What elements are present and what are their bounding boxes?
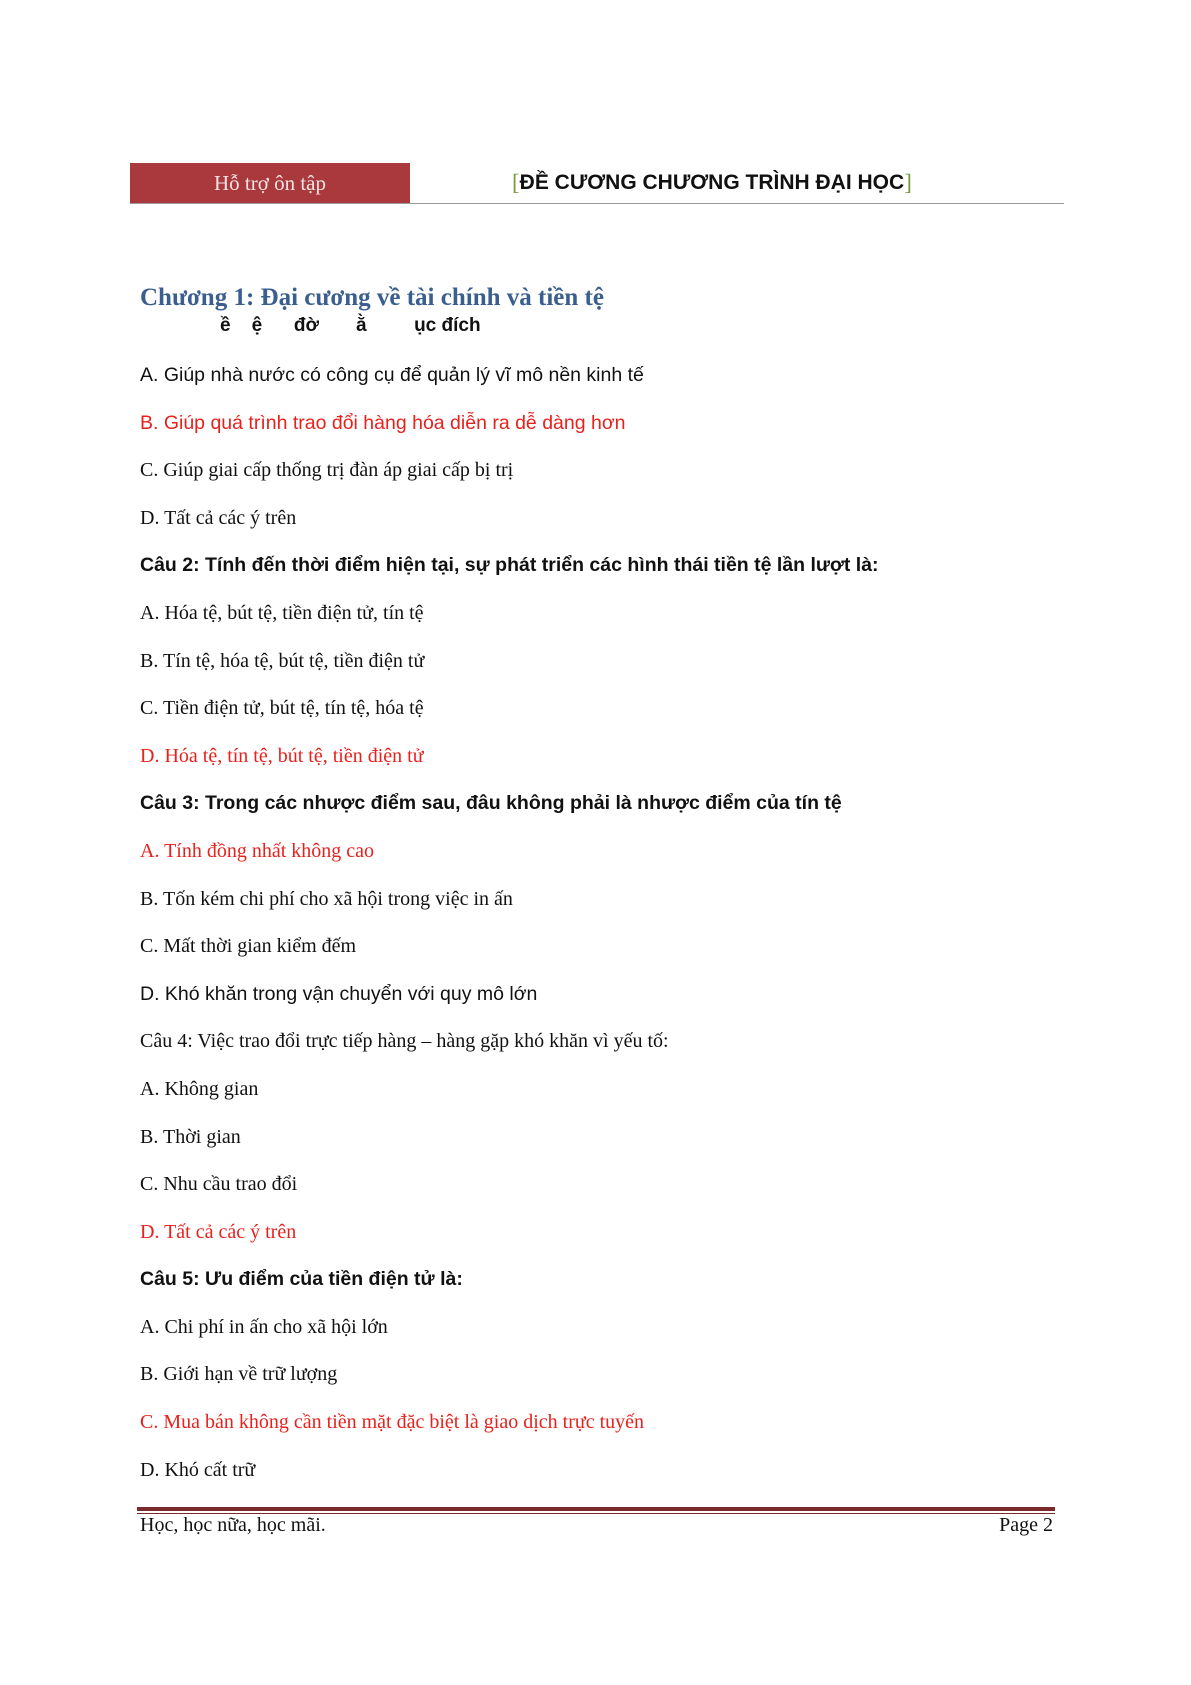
title-bracket-open: [ [512, 170, 520, 195]
q3-option-a-correct: A. Tính đồng nhất không cao [140, 839, 375, 862]
header-box-text: Hỗ trợ ôn tập [213, 170, 326, 195]
title-text: ĐỀ CƯƠNG CHƯƠNG TRÌNH ĐẠI HỌC [519, 171, 905, 194]
q2-option-b: B. Tín tệ, hóa tệ, bút tệ, tiền điện tử [140, 649, 425, 672]
question-1-fragment: ề ệ đờ ằ ục đích [220, 315, 481, 336]
q2-option-d-correct: D. Hóa tệ, tín tệ, bút tệ, tiền điện tử [140, 744, 424, 767]
q1-option-c: C. Giúp giai cấp thống trị đàn áp giai cấp bị trị [140, 459, 514, 482]
chapter-title: Chương 1: Đại cương về tài chính và tiền tệ [140, 284, 604, 311]
q5-option-a: A. Chi phí in ấn cho xã hội lớn [140, 1315, 388, 1338]
q1-option-a: A. Giúp nhà nước có công cụ để quản lý vĩ mô nền kinh tế [140, 364, 644, 386]
q1-option-d: D. Tất cả các ý trên [140, 506, 297, 529]
title-bracket-close: ] [904, 170, 912, 195]
q5-option-d: D. Khó cất trữ [140, 1458, 256, 1481]
page-number: Page 2 [999, 1514, 1053, 1536]
q3-option-d: D. Khó khăn trong vận chuyển với quy mô lớn [140, 982, 538, 1005]
q2-option-c: C. Tiền điện tử, bút tệ, tín tệ, hóa tệ [140, 697, 424, 720]
q5-option-b: B. Giới hạn về trữ lượng [140, 1363, 338, 1386]
footer-motto: Học, học nữa, học mãi. [140, 1514, 326, 1536]
q1-option-b-correct: B. Giúp quá trình trao đổi hàng hóa diễn ra dễ dàng hơn [140, 411, 626, 434]
footer-rule-thick [137, 1507, 1055, 1511]
q4-option-b: B. Thời gian [140, 1125, 241, 1148]
q4-option-a: A. Không gian [140, 1077, 259, 1100]
question-list [140, 360, 1040, 1502]
document-title [512, 166, 912, 200]
question-4: Câu 4: Việc trao đổi trực tiếp hàng – hàng gặp khó khăn vì yếu tố: [140, 1030, 669, 1053]
q5-option-c-correct: C. Mua bán không cần tiền mặt đặc biệt là giao dịch trực tuyến [140, 1411, 645, 1434]
question-3: Câu 3: Trong các nhược điểm sau, đâu không phải là nhược điểm của tín tệ [140, 792, 842, 815]
header-section-label [130, 163, 410, 203]
q3-option-c: C. Mất thời gian kiểm đếm [140, 935, 357, 958]
question-2: Câu 2: Tính đến thời điểm hiện tại, sự phát triển các hình thái tiền tệ lần lượt là: [140, 554, 879, 577]
question-5: Câu 5: Ưu điểm của tiền điện tử là: [140, 1268, 463, 1291]
q2-option-a: A. Hóa tệ, bút tệ, tiền điện tử, tín tệ [140, 601, 424, 624]
q4-option-c: C. Nhu cầu trao đổi [140, 1173, 298, 1196]
q4-option-d-correct: D. Tất cả các ý trên [140, 1220, 297, 1243]
q3-option-b: B. Tốn kém chi phí cho xã hội trong việc in ấn [140, 887, 513, 910]
header-rule [130, 203, 1064, 204]
